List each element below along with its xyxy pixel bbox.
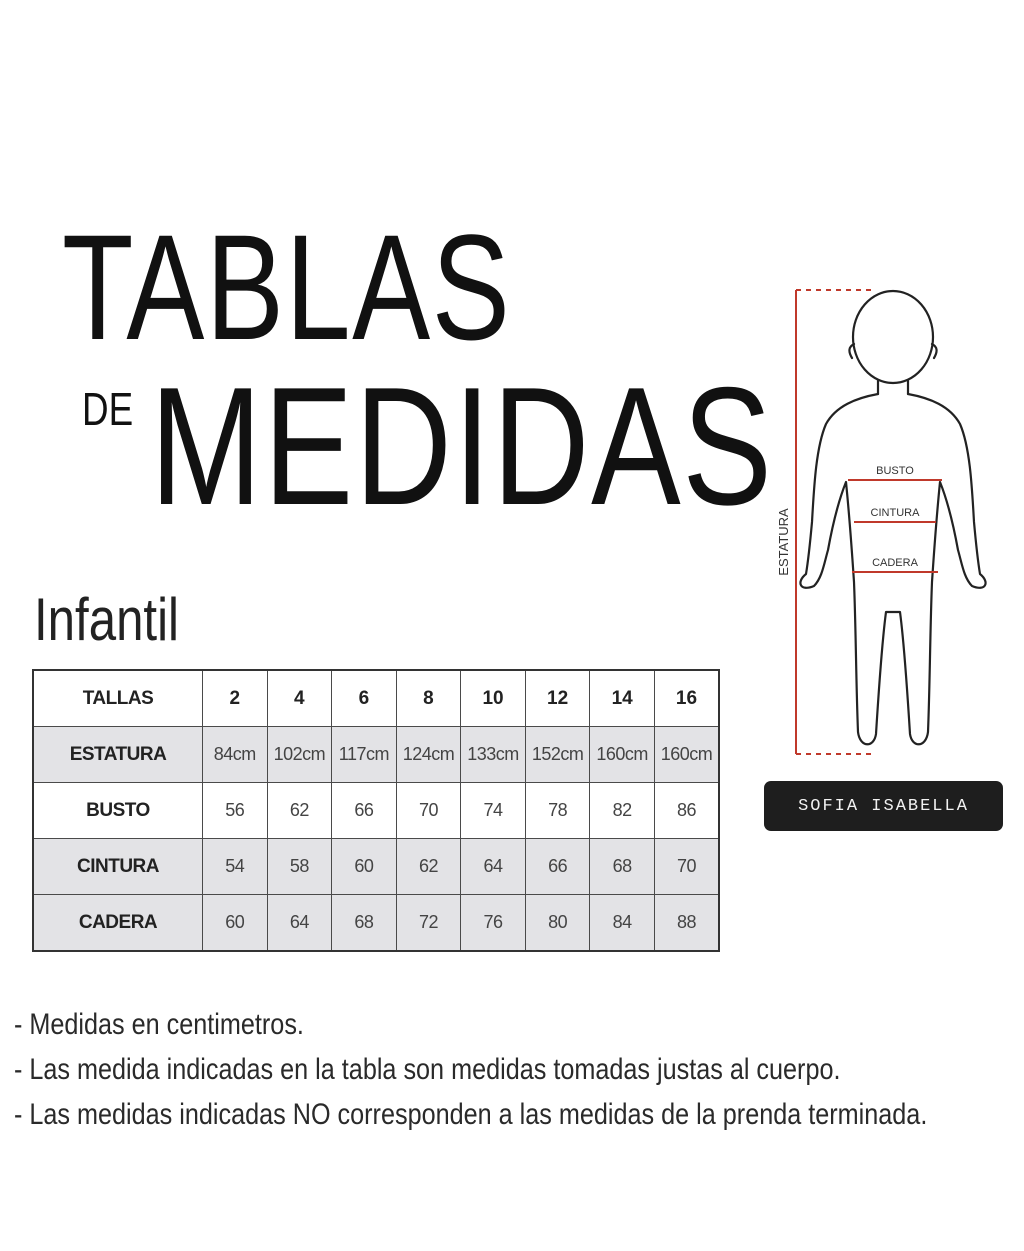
title-line-medidas: MEDIDAS	[150, 352, 774, 540]
title-line-tablas: TABLAS	[62, 203, 512, 371]
table-cell: 72	[396, 895, 461, 952]
notes-list	[14, 1002, 1014, 1137]
hip-label: CADERA	[872, 557, 918, 569]
row-label: ESTATURA	[33, 727, 203, 783]
table-cell: 68	[590, 839, 655, 895]
note-item: - Medidas en centimetros.	[14, 1008, 304, 1041]
waist-label: CINTURA	[870, 507, 920, 519]
table-cell: 66	[525, 839, 590, 895]
note-item: - Las medida indicadas en la tabla son medidas tomadas justas al cuerpo.	[14, 1053, 841, 1086]
table-cell: 62	[396, 839, 461, 895]
table-cell: 152cm	[525, 727, 590, 783]
subtitle-infantil: Infantil	[34, 586, 179, 653]
child-figure-illustration	[756, 282, 1006, 762]
table-cell: 117cm	[332, 727, 397, 783]
table-cell: 56	[203, 783, 268, 839]
table-row-estatura	[33, 727, 719, 783]
height-label: ESTATURA	[776, 508, 791, 576]
measure-lines	[796, 290, 942, 754]
figure-body	[800, 394, 985, 744]
table-cell: 70	[396, 783, 461, 839]
column-header: 14	[590, 670, 655, 727]
table-header-row	[33, 670, 719, 727]
column-header: 4	[267, 670, 332, 727]
table-cell: 62	[267, 783, 332, 839]
bust-label: BUSTO	[876, 465, 914, 477]
table-row-cintura	[33, 839, 719, 895]
table-cell: 160cm	[654, 727, 719, 783]
table-cell: 68	[332, 895, 397, 952]
row-label: CINTURA	[33, 839, 203, 895]
table-cell: 74	[461, 783, 526, 839]
table-cell: 64	[461, 839, 526, 895]
table-cell: 60	[332, 839, 397, 895]
title-small-de: DE	[82, 383, 134, 435]
row-label: BUSTO	[33, 783, 203, 839]
table-cell: 76	[461, 895, 526, 952]
table-cell: 70	[654, 839, 719, 895]
table-cell: 82	[590, 783, 655, 839]
table-cell: 84	[590, 895, 655, 952]
row-label: CADERA	[33, 895, 203, 952]
table-cell: 86	[654, 783, 719, 839]
table-row-cadera	[33, 895, 719, 952]
table-cell: 80	[525, 895, 590, 952]
column-header: 16	[654, 670, 719, 727]
column-header: 12	[525, 670, 590, 727]
table-cell: 124cm	[396, 727, 461, 783]
column-header: TALLAS	[33, 670, 203, 727]
table-cell: 88	[654, 895, 719, 952]
column-header: 10	[461, 670, 526, 727]
column-header: 8	[396, 670, 461, 727]
table-cell: 58	[267, 839, 332, 895]
column-header: 2	[203, 670, 268, 727]
note-item: - Las medidas indicadas NO corresponden a las medidas de la prenda terminada.	[14, 1098, 928, 1131]
figure-head	[853, 291, 933, 383]
table-cell: 54	[203, 839, 268, 895]
column-header: 6	[332, 670, 397, 727]
brand-name: SOFIA ISABELLA	[798, 796, 969, 816]
size-table	[32, 669, 720, 952]
table-cell: 66	[332, 783, 397, 839]
table-cell: 133cm	[461, 727, 526, 783]
table-cell: 64	[267, 895, 332, 952]
table-cell: 102cm	[267, 727, 332, 783]
table-cell: 84cm	[203, 727, 268, 783]
brand-badge	[764, 781, 1003, 831]
table-cell: 78	[525, 783, 590, 839]
table-cell: 60	[203, 895, 268, 952]
table-row-busto	[33, 783, 719, 839]
table-cell: 160cm	[590, 727, 655, 783]
